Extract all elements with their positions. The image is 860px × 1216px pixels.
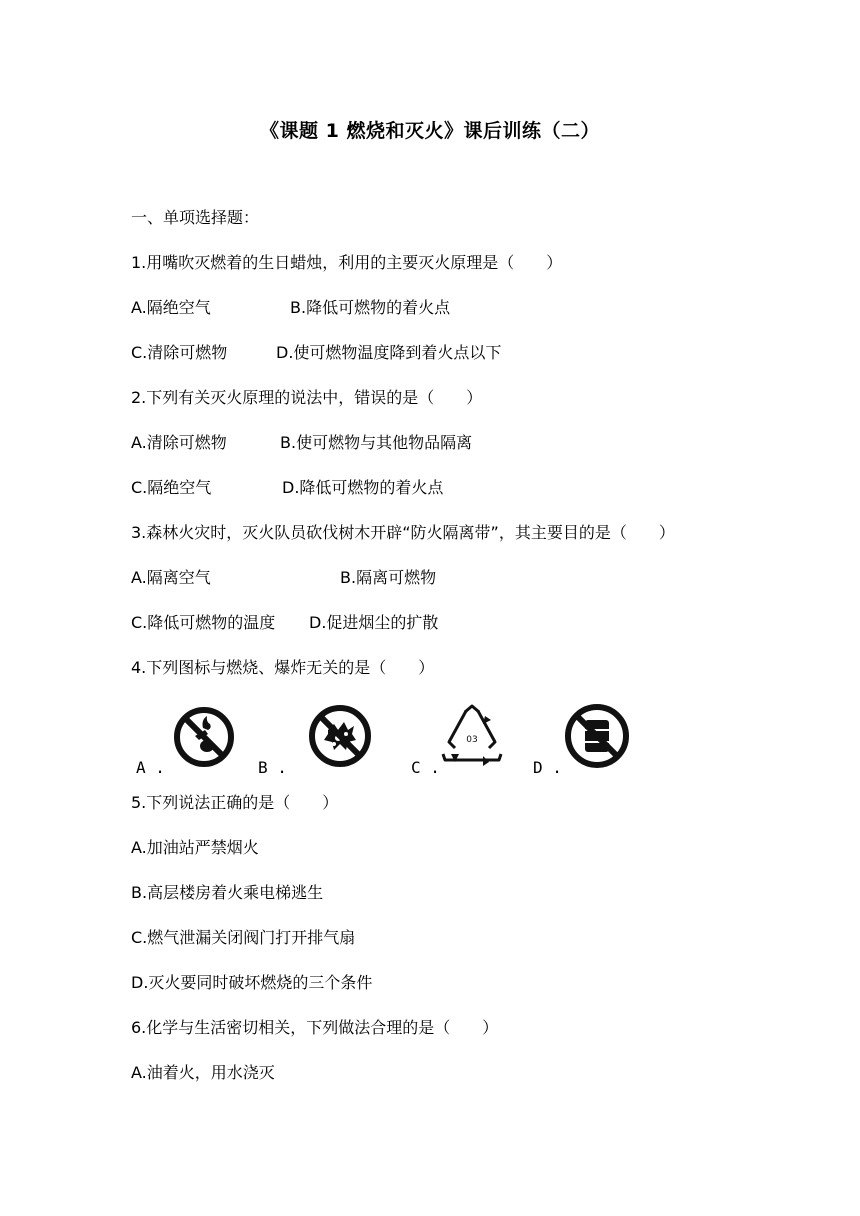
q5-option-b: B.高层楼房着火乘电梯逃生 xyxy=(131,883,324,902)
q4-icon-label-d: D . xyxy=(533,758,562,777)
q5-option-c: C.燃气泄漏关闭阀门打开排气扇 xyxy=(131,928,356,947)
question-5-stem: 5.下列说法正确的是（ ） xyxy=(131,793,339,812)
q3-option-c: C.降低可燃物的温度 xyxy=(131,613,276,632)
q3-option-a: A.隔离空气 xyxy=(131,568,211,587)
q1-option-c: C.清除可燃物 xyxy=(131,343,228,362)
q5-option-d: D.灭火要同时破坏燃烧的三个条件 xyxy=(131,973,373,992)
page-title: 《课题 1 燃烧和灭火》课后训练（二） xyxy=(260,120,600,142)
recycling-03-icon xyxy=(439,702,505,770)
q5-option-a: A.加油站严禁烟火 xyxy=(131,838,259,857)
q1-option-a: A.隔绝空气 xyxy=(131,298,211,317)
question-4-stem: 4.下列图标与燃烧、爆炸无关的是（ ） xyxy=(131,658,435,677)
q2-option-a: A.清除可燃物 xyxy=(131,433,227,452)
q4-icon-label-a: A . xyxy=(136,758,165,777)
q2-option-c: C.隔绝空气 xyxy=(131,478,212,497)
recycle-code-label: 03 xyxy=(466,735,478,745)
q1-option-d: D.使可燃物温度降到着火点以下 xyxy=(276,343,502,362)
q4-icon-options xyxy=(131,700,651,780)
q4-icon-label-b: B . xyxy=(258,758,287,777)
no-smoking-icon xyxy=(173,706,235,768)
question-1-stem: 1.用嘴吹灭燃着的生日蜡烛，利用的主要灭火原理是（ ） xyxy=(131,253,563,272)
q1-option-b: B.降低可燃物的着火点 xyxy=(290,298,451,317)
question-6-stem: 6.化学与生活密切相关，下列做法合理的是（ ） xyxy=(131,1018,499,1037)
no-flammable-barrel-icon xyxy=(563,702,631,770)
q2-option-d: D.降低可燃物的着火点 xyxy=(282,478,444,497)
q3-option-d: D.促进烟尘的扩散 xyxy=(309,613,439,632)
question-2-stem: 2.下列有关灭火原理的说法中，错误的是（ ） xyxy=(131,388,483,407)
question-3-stem: 3.森林火灾时，灭火队员砍伐树木开辟“防火隔离带”，其主要目的是（ ） xyxy=(131,523,675,542)
q4-icon-label-c: C . xyxy=(411,758,440,777)
no-fireworks-icon xyxy=(308,704,372,768)
section-heading: 一、单项选择题： xyxy=(131,208,260,227)
q6-option-a: A.油着火，用水浇灭 xyxy=(131,1063,275,1082)
q2-option-b: B.使可燃物与其他物品隔离 xyxy=(280,433,473,452)
q3-option-b: B.隔离可燃物 xyxy=(340,568,437,587)
